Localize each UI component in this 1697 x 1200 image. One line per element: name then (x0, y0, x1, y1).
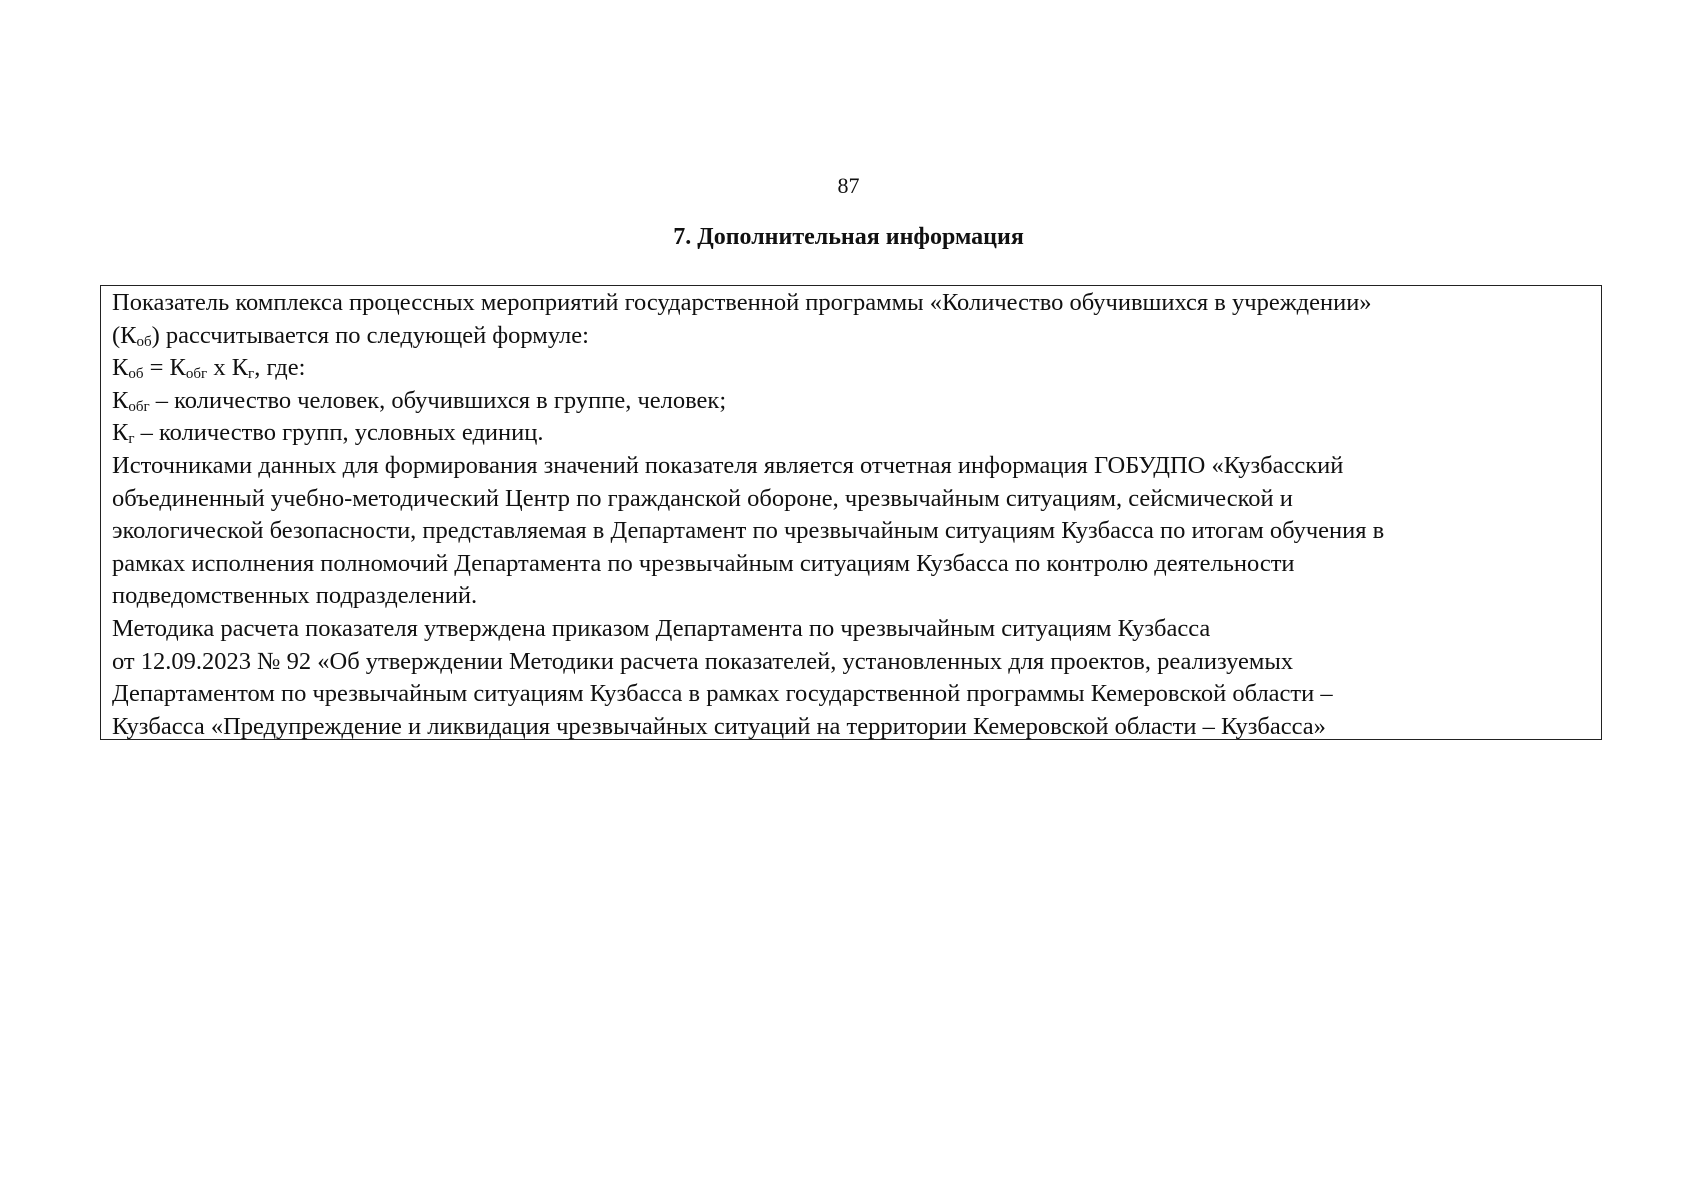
def1-k: К (112, 386, 129, 414)
intro-rest: ) рассчитывается по следующей формуле: (151, 321, 589, 349)
section-title: 7. Дополнительная информация (673, 224, 1024, 250)
intro-line-1: Показатель комплекса процессных мероприятий государственной программы «Количество обучившихся в учреждении» (112, 289, 1372, 316)
def2-k: К (112, 419, 129, 447)
intro-line-2 (112, 320, 1591, 353)
def1-text: – количество человек, обучившихся в группе, человек; (149, 386, 727, 414)
formula-sub-obg: обг (185, 366, 208, 383)
formula-sub-g: г (248, 366, 255, 383)
method-line: Кузбасса «Предупреждение и ликвидация чрезвычайных ситуаций на территории Кемеровской области – Кузбасса» (112, 712, 1326, 740)
sources-line: подведомственных подразделений. (112, 582, 478, 610)
formula-k: К (112, 354, 129, 382)
method-line: Департаментом по чрезвычайным ситуациям Кузбасса в рамках государственной программы Кемеровской области – (112, 680, 1333, 708)
def1-subscript: обг (128, 398, 150, 415)
formula-sub-ob: об (128, 366, 144, 383)
page-number: 87 (837, 173, 860, 198)
formula-tail: , где: (254, 354, 306, 382)
formula-line (112, 352, 1591, 385)
sources-line: Источниками данных для формирования значений показателя является отчетная информация ГОБУДПО «Кузбасский (112, 451, 1344, 479)
formula-eq: = К (143, 354, 186, 382)
def2-text: – количество групп, условных единиц. (134, 419, 544, 447)
intro-open: (К (112, 321, 137, 349)
sources-line: экологической безопасности, представляемая в Департамент по чрезвычайным ситуациям Кузбасса по итогам обучения в (112, 517, 1385, 545)
sources-line: объединенный учебно-методический Центр по гражданской обороне, чрезвычайным ситуациям, сейсмической и (112, 484, 1293, 512)
definition-kobg (112, 385, 1591, 418)
additional-info-box (100, 285, 1602, 740)
def2-subscript: г (128, 431, 135, 448)
formula-times: х К (207, 354, 249, 382)
definition-kg (112, 417, 1591, 450)
sources-line: рамках исполнения полномочий Департамента по чрезвычайным ситуациям Кузбасса по контролю деятельности (112, 549, 1295, 577)
method-line: от 12.09.2023 № 92 «Об утверждении Методики расчета показателей, установленных для проектов, реализуемых (112, 647, 1294, 675)
method-line: Методика расчета показателя утверждена приказом Департамента по чрезвычайным ситуациям Кузбасса (112, 614, 1211, 642)
intro-subscript: об (136, 333, 152, 350)
